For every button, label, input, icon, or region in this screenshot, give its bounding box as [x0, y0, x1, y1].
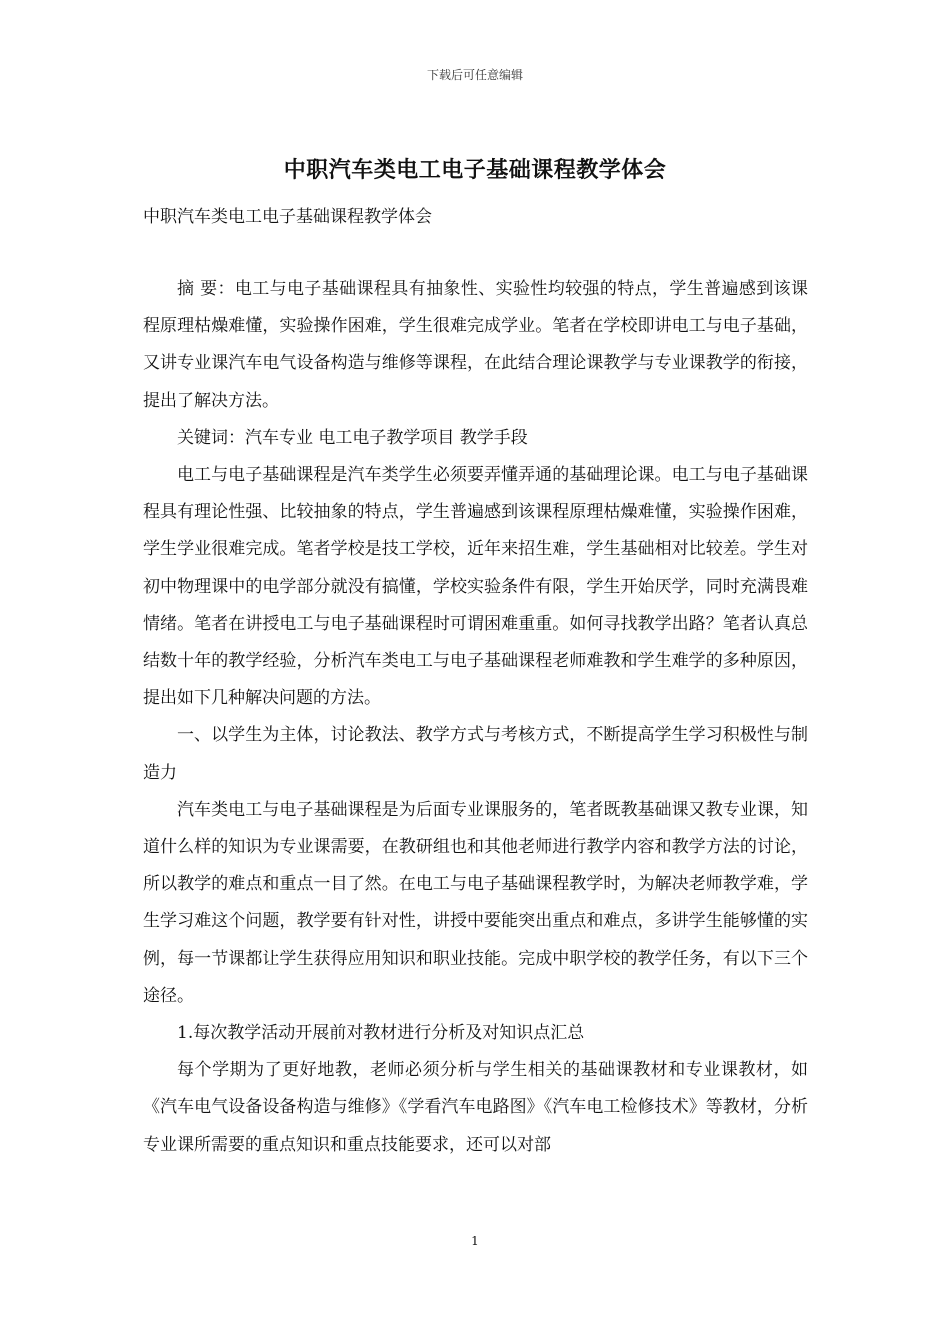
document-body — [143, 271, 808, 1164]
section-heading: 一、以学生为主体，讨论教法、教学方式与考核方式，不断提高学生学习积极性与制造力 — [143, 725, 808, 783]
body-paragraph: 汽车类电工与电子基础课程是为后面专业课服务的，笔者既教基础课又教专业课，知道什么样的知识为专业课需要，在教研组也和其他老师进行教学内容和教学方法的讨论，所以教学的难点和重点一目了然。在电工与电子基础课程教学时，为解决老师教学难，学生学习难这个问题，教学要有针对性，讲授中要能突出重点和难点，多讲学生能够懂的实例，每一节课都让学生获得应用知识和职业技能。完成中职学校的教学任务，有以下三个途径。 — [143, 799, 808, 1006]
keywords-paragraph: 关键词：汽车专业 电工电子教学项目 教学手段 — [177, 427, 528, 448]
body-paragraph: 电工与电子基础课程是汽车类学生必须要弄懂弄通的基础理论课。电工与电子基础课程具有理论性强、比较抽象的特点，学生普遍感到该课程原理枯燥难懂，实验操作困难，学生学业很难完成。笔者学校是技工学校，近年来招生难，学生基础相对比较差。学生对初中物理课中的电学部分就没有搞懂，学校实验条件有限，学生开始厌学，同时充满畏难情绪。笔者在讲授电工与电子基础课程时可谓困难重重。如何寻找教学出路？笔者认真总结数十年的教学经验，分析汽车类电工与电子基础课程老师难教和学生难学的多种原因，提出如下几种解决问题的方法。 — [143, 465, 808, 709]
subsection-heading: 1.每次教学活动开展前对教材进行分析及对知识点汇总 — [177, 1023, 585, 1044]
document-subtitle: 中职汽车类电工电子基础课程教学体会 — [143, 207, 432, 227]
body-paragraph: 每个学期为了更好地教，老师必须分析与学生相关的基础课教材和专业课教材，如《汽车电气设备设备构造与维修》《学看汽车电路图》《汽车电工检修技术》等教材，分析专业课所需要的重点知识和重点技能要求，还可以对部 — [143, 1060, 808, 1155]
abstract-paragraph: 摘 要：电工与电子基础课程具有抽象性、实验性均较强的特点，学生普遍感到该课程原理枯燥难懂，实验操作困难，学生很难完成学业。笔者在学校即讲电工与电子基础，又讲专业课汽车电气设备构造与维修等课程，在此结合理论课教学与专业课教学的衔接，提出了解决方法。 — [143, 279, 808, 411]
document-title: 中职汽车类电工电子基础课程教学体会 — [283, 157, 667, 183]
page-number: 1 — [471, 1234, 479, 1248]
page-header-note: 下载后可任意编辑 — [426, 68, 523, 82]
